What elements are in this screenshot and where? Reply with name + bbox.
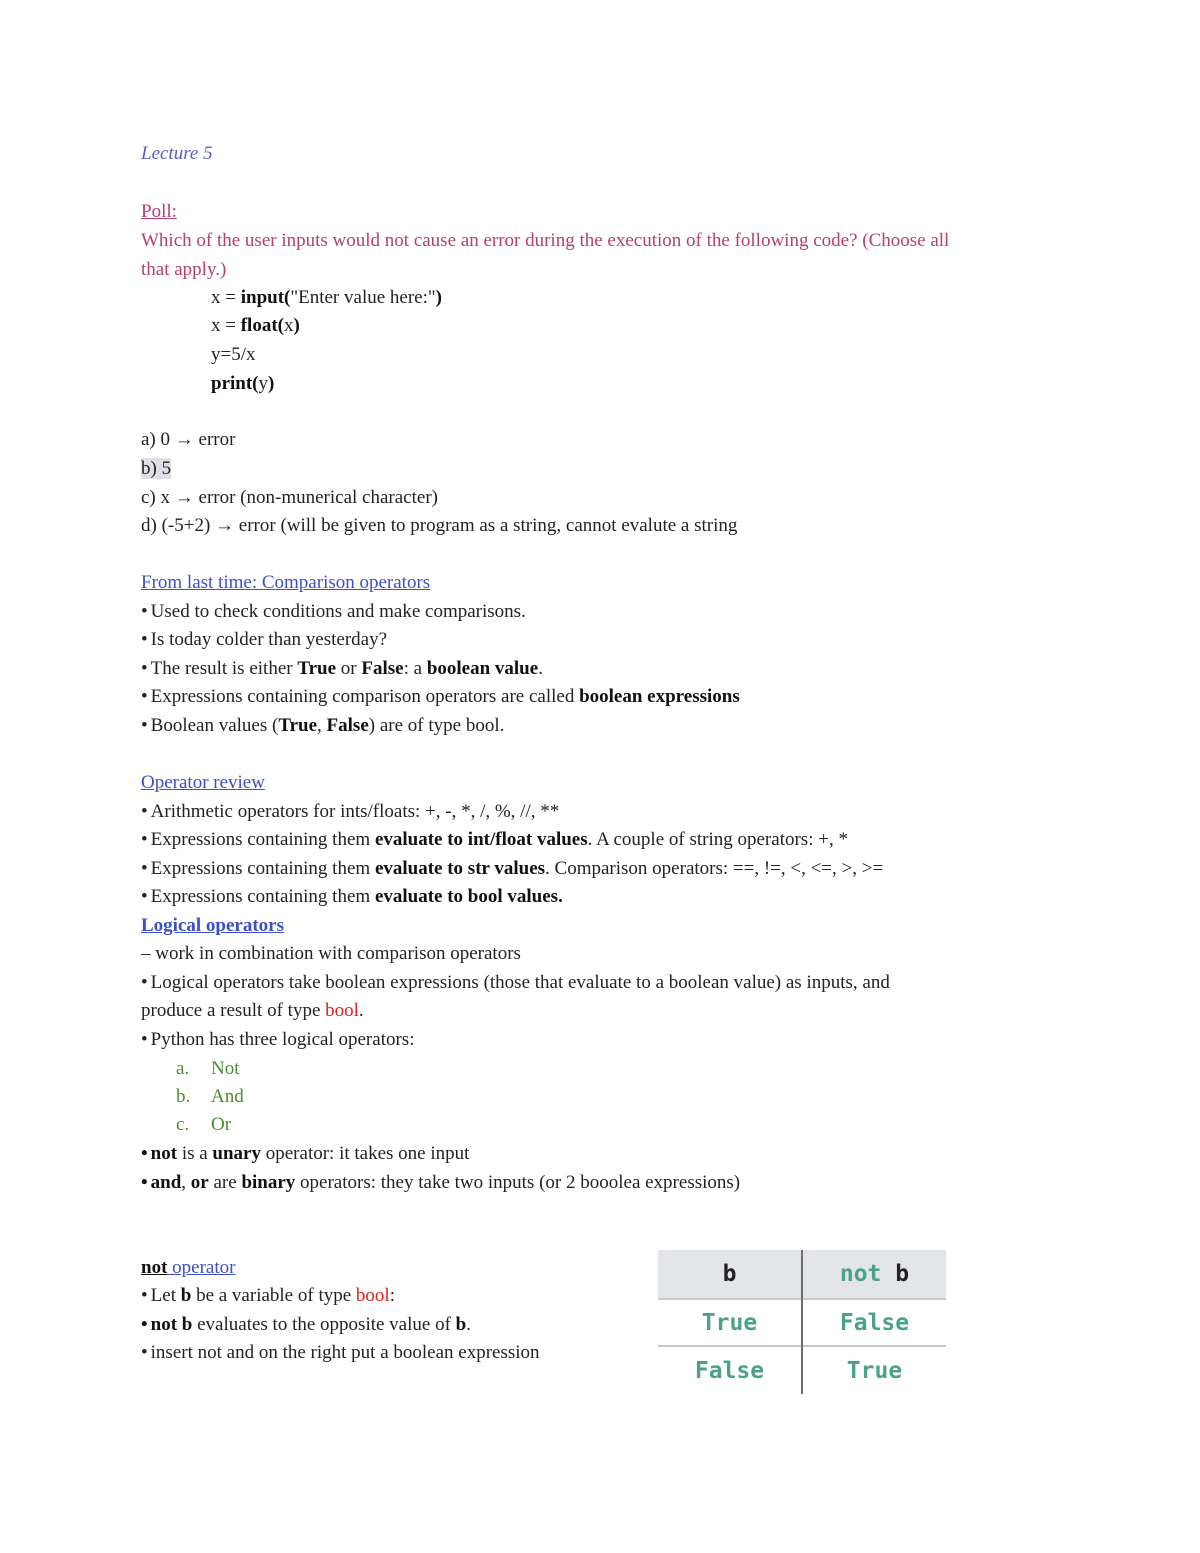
document-page: Lecture 5 Poll: Which of the user inputs would not cause an error during the execution of the following code? (Choose all that apply.) x = input("Enter value here:") x = float(x) y=5/x print(y) a) 0 → error b) 5 c) x → error (non-munerical character) d) (-5+2) → error (will be given to program as a string, cannot evalute a string From last time: Comparison operators • Used to check conditions and make comparisons. • Is today colder than yesterday? • The result is either True or False: a boolean value. • Expressions containing comparison operators are called boolean expressions • Boolean values (True, False) are of type bool. Operator review • Arithmetic operators for ints/floats: +, -, *, /, %, //, ** • Expressions containing them evaluate to int/float values. A couple of string operators: +, * • Expressions containing them evaluate to str values. Comparison operators: ==, !=, <, <=, >, >= • Expressions containing them evaluate to bool values. Logical operators – work in combination with comparison operators • Logical operators take boolean expressions (those that evaluate to a boolean value) as inputs, and produce a result of type bool. • Python has three logical operators: a. Not b. And c. Or • not is a unary operator: it takes one input • and, or are binary operators: they take two inputs (or 2 booolea expressions) not operator • Let b be a variable of type bool: • not b evaluates to the opposite value of b. • insert not and on the right put a boolean expression b not b True False False True [0, 0, 1200, 1553]
list-item-continuation: produce a result of type bool. [141, 1000, 364, 1021]
list-item: • Expressions containing comparison operators are called boolean expressions [141, 686, 740, 707]
truth-table-cell: False [839, 1310, 910, 1336]
list-item: • Expressions containing them evaluate to bool values. [141, 886, 563, 907]
code-line: print(y) [211, 373, 275, 394]
list-item: • not b evaluates to the opposite value of b. [141, 1314, 471, 1335]
truth-table-cell: False [694, 1358, 765, 1384]
poll-heading: Poll: [141, 201, 177, 222]
truth-table-cell: True [701, 1310, 758, 1336]
truth-table-header-b: b [722, 1261, 737, 1287]
answer-option: c) x → error (non-munerical character) [141, 487, 438, 508]
answer-option: d) (-5+2) → error (will be given to program as a string, cannot evalute a string [141, 515, 738, 536]
list-item: • Used to check conditions and make comparisons. [141, 601, 526, 622]
not-truth-table [658, 1250, 946, 1394]
list-item: • Is today colder than yesterday? [141, 629, 388, 650]
code-line: x = float(x) [211, 315, 300, 336]
list-item: • not is a unary operator: it takes one input [141, 1143, 470, 1164]
logical-operators-heading-link[interactable]: Logical operators [141, 915, 285, 936]
list-item: • Let b be a variable of type bool: [141, 1285, 395, 1306]
list-item: • Python has three logical operators: [141, 1029, 415, 1050]
operator-review-heading-link[interactable]: Operator review [141, 772, 265, 793]
comparison-heading-link[interactable]: From last time: Comparison operators [141, 572, 431, 593]
answer-option: a) 0 → error [141, 429, 236, 450]
list-item: • Arithmetic operators for ints/floats: +, -, *, /, %, //, ** [141, 801, 560, 822]
truth-table-header-not-b: not b [839, 1261, 910, 1287]
subtitle-text: – work in combination with comparison operators [141, 943, 521, 964]
poll-question-line1: Which of the user inputs would not cause an error during the execution of the following code? (Choose all [141, 230, 950, 251]
code-line: y=5/x [211, 344, 256, 365]
list-item: • Logical operators take boolean expressions (those that evaluate to a boolean value) as inputs, and [141, 972, 890, 993]
truth-table-cell: True [846, 1358, 903, 1384]
poll-question-line2: that apply.) [141, 259, 227, 280]
page-title: Lecture 5 [141, 143, 213, 164]
list-item: • insert not and on the right put a boolean expression [141, 1342, 540, 1363]
not-operator-heading-link[interactable]: not operator [141, 1257, 236, 1278]
list-item: • and, or are binary operators: they take two inputs (or 2 booolea expressions) [141, 1172, 741, 1193]
list-item: • Expressions containing them evaluate to int/float values. A couple of string operators: +, * [141, 829, 848, 850]
list-item: • Expressions containing them evaluate to str values. Comparison operators: ==, !=, <, <=, >, >= [141, 858, 884, 879]
code-line: x = input("Enter value here:") [211, 287, 442, 308]
list-item: • Boolean values (True, False) are of type bool. [141, 715, 505, 736]
answer-option-highlighted: b) 5 [141, 458, 172, 479]
list-item: • The result is either True or False: a boolean value. [141, 658, 543, 679]
